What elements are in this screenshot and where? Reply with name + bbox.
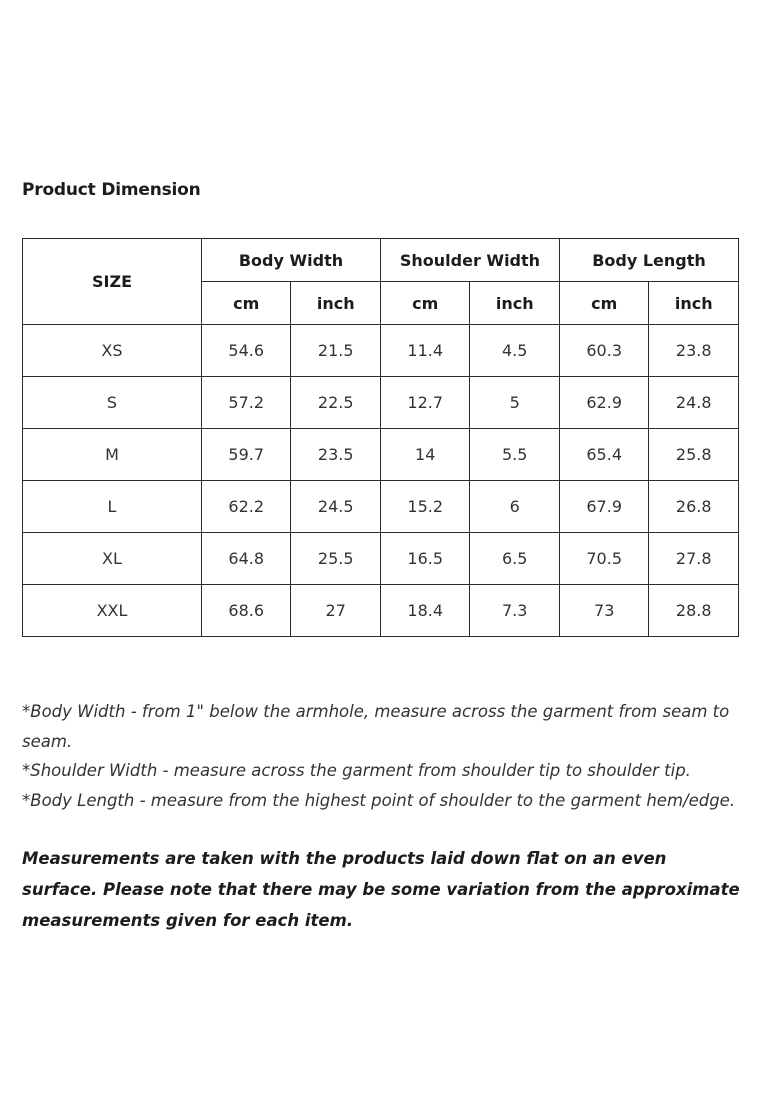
value-cell: 5 (470, 377, 560, 429)
size-cell: S (23, 377, 202, 429)
value-cell: 14 (380, 429, 469, 481)
size-cell: XL (23, 533, 202, 585)
value-cell: 15.2 (380, 481, 469, 533)
value-cell: 28.8 (649, 585, 739, 637)
size-cell: L (23, 481, 202, 533)
value-cell: 62.2 (201, 481, 290, 533)
value-cell: 5.5 (470, 429, 560, 481)
value-cell: 27 (291, 585, 381, 637)
value-cell: 24.5 (291, 481, 381, 533)
value-cell: 73 (559, 585, 648, 637)
unit-header: inch (470, 282, 560, 325)
value-cell: 7.3 (470, 585, 560, 637)
measurement-notes (22, 697, 742, 815)
value-cell: 23.5 (291, 429, 381, 481)
note-shoulder-width: *Shoulder Width - measure across the garment from shoulder tip to shoulder tip. (22, 761, 691, 780)
unit-header: cm (380, 282, 469, 325)
value-cell: 62.9 (559, 377, 648, 429)
value-cell: 25.8 (649, 429, 739, 481)
table-header-row (23, 239, 739, 282)
table-row (23, 585, 739, 637)
page-title: Product Dimension (22, 180, 201, 200)
unit-header: cm (201, 282, 290, 325)
measurement-disclaimer: Measurements are taken with the products laid down flat on an even surface. Please note that there may be some variation from the approximate measurements given for each item. (22, 849, 740, 930)
value-cell: 16.5 (380, 533, 469, 585)
group-header-body-width: Body Width (201, 239, 380, 282)
value-cell: 68.6 (201, 585, 290, 637)
size-cell: M (23, 429, 202, 481)
size-column-header: SIZE (23, 239, 202, 325)
unit-header: inch (291, 282, 381, 325)
group-header-body-length: Body Length (559, 239, 738, 282)
value-cell: 25.5 (291, 533, 381, 585)
value-cell: 23.8 (649, 325, 739, 377)
size-cell: XXL (23, 585, 202, 637)
value-cell: 6 (470, 481, 560, 533)
value-cell: 11.4 (380, 325, 469, 377)
value-cell: 60.3 (559, 325, 648, 377)
size-chart-table (22, 238, 739, 637)
value-cell: 12.7 (380, 377, 469, 429)
table-row (23, 429, 739, 481)
value-cell: 57.2 (201, 377, 290, 429)
value-cell: 70.5 (559, 533, 648, 585)
size-cell: XS (23, 325, 202, 377)
unit-header: inch (649, 282, 739, 325)
value-cell: 64.8 (201, 533, 290, 585)
value-cell: 4.5 (470, 325, 560, 377)
table-row (23, 481, 739, 533)
value-cell: 27.8 (649, 533, 739, 585)
value-cell: 18.4 (380, 585, 469, 637)
value-cell: 59.7 (201, 429, 290, 481)
value-cell: 54.6 (201, 325, 290, 377)
unit-header: cm (559, 282, 648, 325)
table-row (23, 377, 739, 429)
group-header-shoulder-width: Shoulder Width (380, 239, 559, 282)
note-body-length: *Body Length - measure from the highest point of shoulder to the garment hem/edge. (22, 790, 736, 810)
value-cell: 6.5 (470, 533, 560, 585)
table-row (23, 533, 739, 585)
value-cell: 65.4 (559, 429, 648, 481)
note-body-width: *Body Width - from 1" below the armhole, measure across the garment from seam to seam. (22, 702, 730, 751)
table-row (23, 325, 739, 377)
value-cell: 24.8 (649, 377, 739, 429)
value-cell: 21.5 (291, 325, 381, 377)
value-cell: 67.9 (559, 481, 648, 533)
value-cell: 26.8 (649, 481, 739, 533)
value-cell: 22.5 (291, 377, 381, 429)
